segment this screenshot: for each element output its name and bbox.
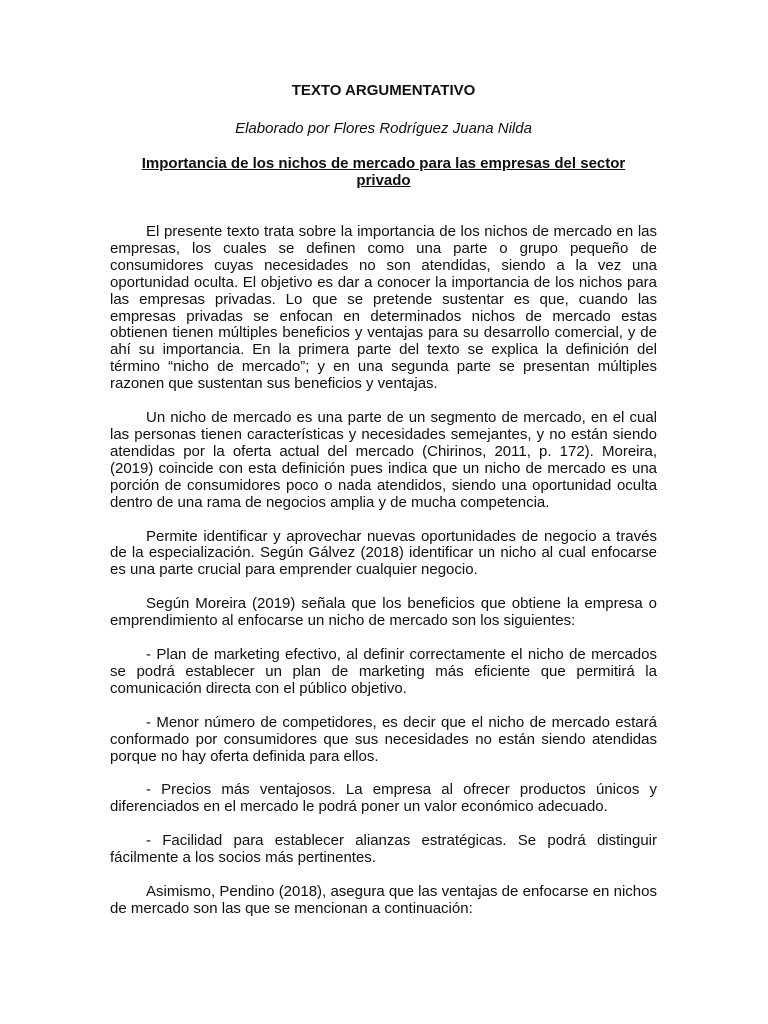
list-item-prices: - Precios más ventajosos. La empresa al ofrecer productos únicos y diferenciados en el mercado le podrá poner un valor económico adecuado.	[110, 781, 657, 816]
paragraph-opportunities: Permite identificar y aprovechar nuevas oportunidades de negocio a través de la especialización. Según Gálvez (2018) identificar un nicho al cual enfocarse es una parte crucial para emprender cualquier negocio.	[110, 527, 657, 579]
paragraph-benefits-intro: Según Moreira (2019) señala que los beneficios que obtiene la empresa o emprendimiento al enfocarse un nicho de mercado son los siguientes:	[110, 595, 657, 630]
document-page	[110, 82, 657, 935]
document-subtitle: Importancia de los nichos de mercado para las empresas del sector privado	[141, 155, 626, 189]
document-author: Elaborado por Flores Rodríguez Juana Nilda	[235, 120, 532, 137]
paragraph-definition: Un nicho de mercado es una parte de un segmento de mercado, en el cual las personas tienen características y necesidades semejantes, y no están siendo atendidas por la oferta actual del mercado (Chirinos, 2011, p. 172). Moreira, (2019) coincide con esta definición pues indica que un nicho de mercado es una porción de consumidores poco o nada atendidos, siendo una oportunidad oculta dentro de una rama de negocios amplia y de mucha competencia.	[110, 409, 657, 511]
list-item-competitors: - Menor número de competidores, es decir que el nicho de mercado estará conformado por consumidores que sus necesidades no están siendo atendidas porque no hay oferta definida para ellos.	[110, 713, 657, 765]
list-item-alliances: - Facilidad para establecer alianzas estratégicas. Se podrá distinguir fácilmente a los socios más pertinentes.	[110, 832, 657, 867]
paragraph-introduction: El presente texto trata sobre la importancia de los nichos de mercado en las empresas, los cuales se definen como una parte o grupo pequeño de consumidores cuyas necesidades no son atendidas, siendo a la vez una oportunidad oculta. El objetivo es dar a conocer la importancia de los nichos para las empresas privadas. Lo que se pretende sustentar es que, cuando las empresas privadas se enfocan en determinados nichos de mercado estas obtienen tienen múltiples beneficios y ventajas para su desarrollo comercial, y de ahí su importancia. En la primera parte del texto se explica la definición del término “nicho de mercado”; y en una segunda parte se presentan múltiples razonen que sustentan sus beneficios y ventajas.	[110, 223, 657, 393]
document-title: TEXTO ARGUMENTATIVO	[291, 82, 476, 99]
paragraph-advantages-intro: Asimismo, Pendino (2018), asegura que las ventajas de enfocarse en nichos de mercado son las que se mencionan a continuación:	[110, 883, 657, 917]
list-item-marketing-plan: - Plan de marketing efectivo, al definir correctamente el nicho de mercados se podrá establecer un plan de marketing más eficiente que permitirá la comunicación directa con el público objetivo.	[110, 646, 657, 697]
